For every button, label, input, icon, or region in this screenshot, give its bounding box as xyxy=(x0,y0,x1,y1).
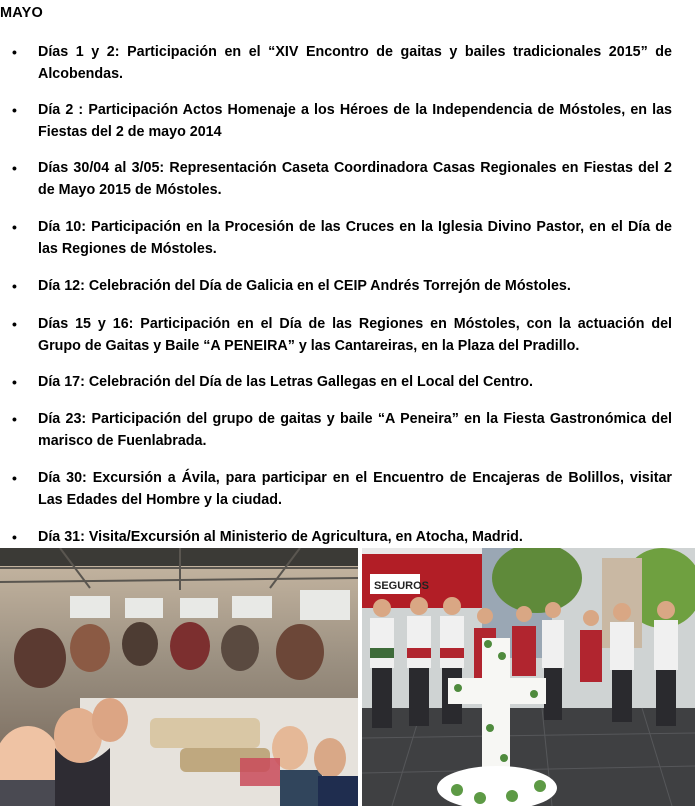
bullet: • xyxy=(12,219,17,235)
list-item-text: Días 30/04 al 3/05: Representación Caseta Coordinadora Casas Regionales en Fiestas del 2 de Mayo 2015 de Móstoles. xyxy=(38,160,672,198)
list-item-text: Día 23: Participación del grupo de gaitas y baile “A Peneira” en la Fiesta Gastronómica del marisco de Fuenlabrada. xyxy=(38,411,672,449)
bullet: • xyxy=(12,411,17,427)
bullet: • xyxy=(12,470,17,486)
list-item-text: Día 17: Celebración del Día de las Letras Gallegas en el Local del Centro. xyxy=(38,374,534,390)
list-item-text: Día 30: Excursión a Ávila, para participar en el Encuentro de Encajeras de Bolillos, visitar Las Edades del Hombre y la ciudad. xyxy=(38,470,672,508)
page-title: MAYO xyxy=(0,5,43,21)
list-item-text: Días 1 y 2: Participación en el “XIV Encontro de gaitas y bailes tradicionales 2015” de Alcobendas. xyxy=(38,44,672,82)
bullet: • xyxy=(12,529,17,545)
bullet: • xyxy=(12,278,17,294)
list-item-text: Día 31: Visita/Excursión al Ministerio de Agricultura, en Atocha, Madrid. xyxy=(38,529,523,545)
bullet: • xyxy=(12,160,17,176)
lacemakers-hall-photo-icon xyxy=(0,548,358,806)
bullet: • xyxy=(12,102,17,118)
storefront-sign: SEGUROS xyxy=(374,580,430,592)
bullet: • xyxy=(12,44,17,60)
list-item-text: Días 15 y 16: Participación en el Día de las Regiones en Móstoles, con la actuación del Grupo de Gaitas y Baile “A PENEIRA” y las Cantareiras, en la Plaza del Pradillo. xyxy=(38,316,672,354)
list-item-text: Día 12: Celebración del Día de Galicia en el CEIP Andrés Torrejón de Móstoles. xyxy=(38,278,571,294)
bullet: • xyxy=(12,316,17,332)
group-with-flower-cross-photo-icon xyxy=(362,548,695,806)
list-item-text: Día 10: Participación en la Procesión de las Cruces en la Iglesia Divino Pastor, en el Día de las Regiones de Móstoles. xyxy=(38,219,672,257)
lacemakers-photo xyxy=(0,548,358,806)
flower-cross-photo xyxy=(362,548,695,806)
photo-strip xyxy=(0,548,695,806)
list-item-text: Día 2 : Participación Actos Homenaje a los Héroes de la Independencia de Móstoles, en las Fiestas del 2 de mayo 2014 xyxy=(38,102,672,140)
bullet: • xyxy=(12,374,17,390)
